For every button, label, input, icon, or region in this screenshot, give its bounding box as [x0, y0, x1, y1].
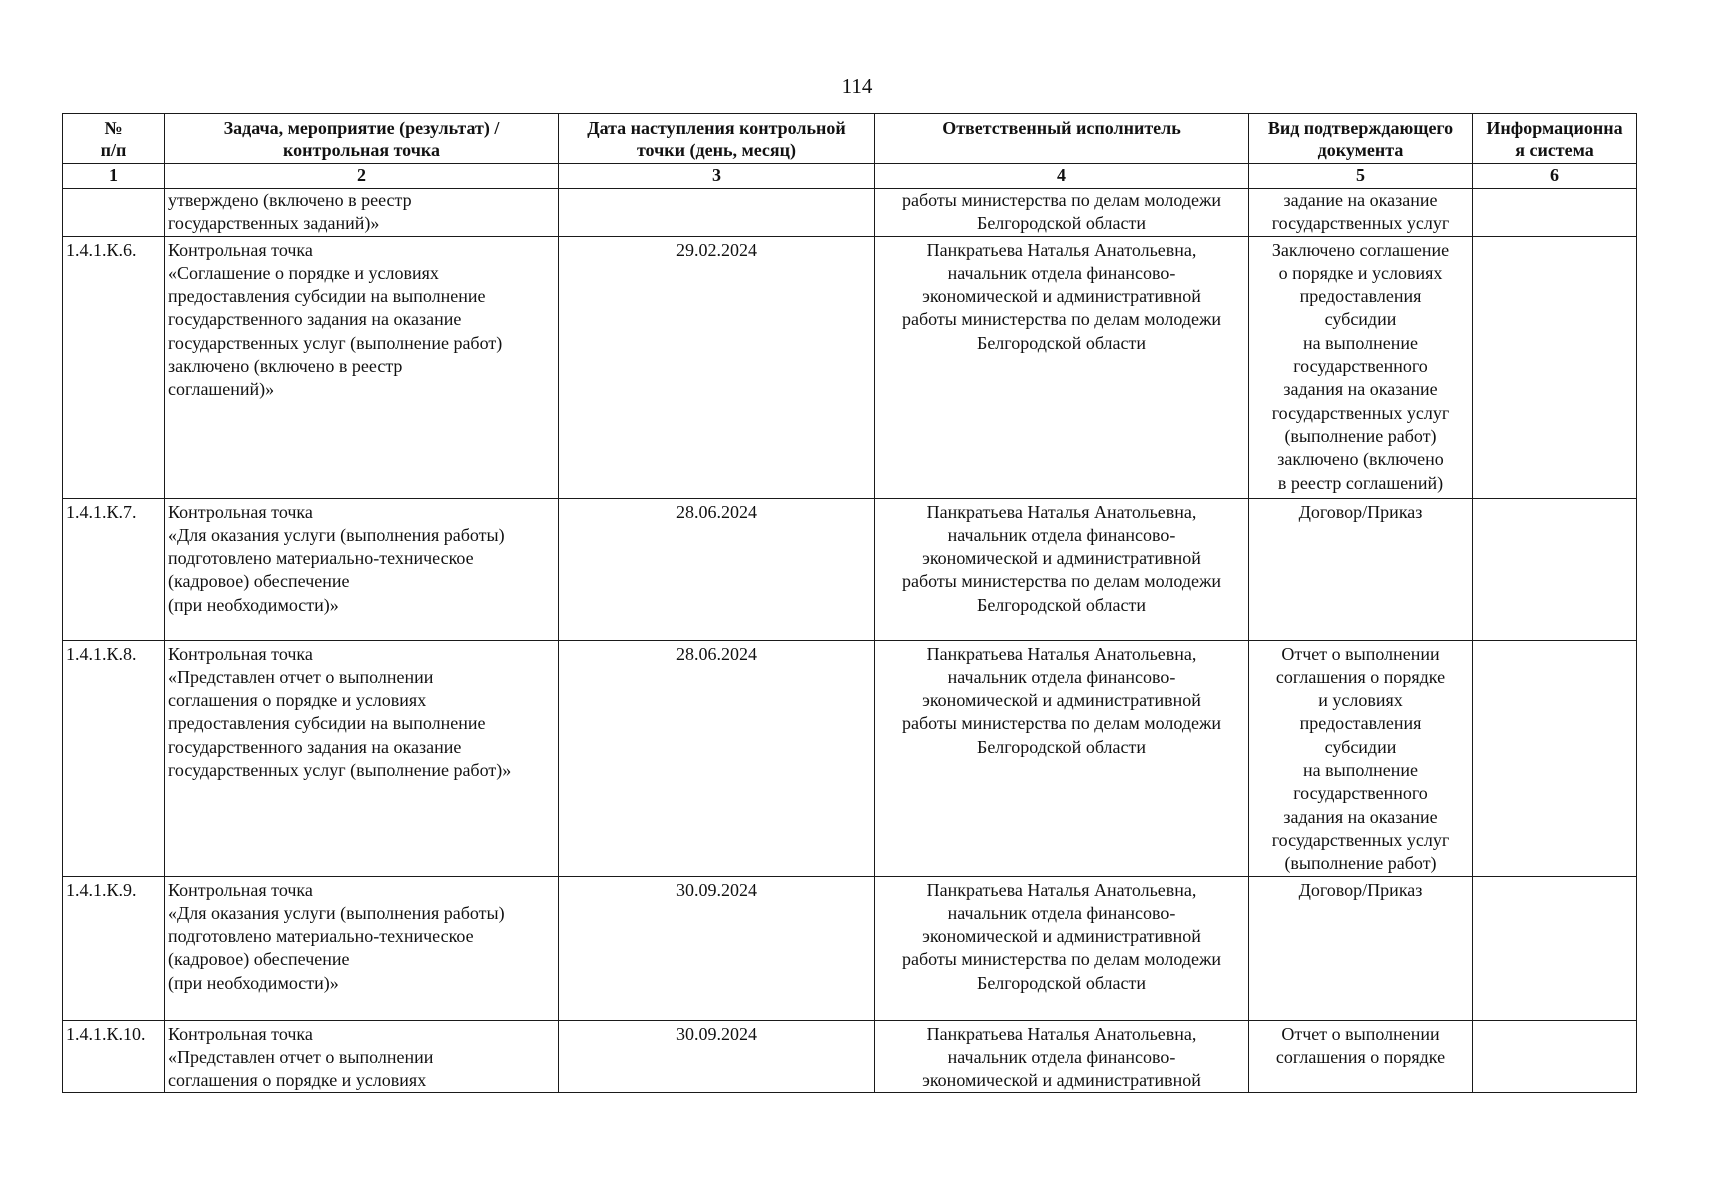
task-cell-line: государственных услуг (выполнение работ)» [168, 760, 512, 781]
column-header-task [165, 114, 559, 164]
responsible-cell [875, 189, 1249, 237]
column-numbers-row [63, 164, 1637, 189]
column-number: 4 [875, 164, 1249, 189]
responsible-cell-line: экономической и административной [922, 926, 1201, 947]
date-cell: 29.02.2024 [559, 236, 875, 498]
date-cell [559, 189, 875, 237]
task-cell-line: государственного задания на оказание [168, 736, 462, 757]
document-cell [1249, 640, 1473, 876]
task-cell-line: «Представлен отчет о выполнении [168, 666, 434, 687]
column-number: 1 [63, 164, 165, 189]
info-system-cell [1473, 498, 1637, 640]
responsible-cell-line: Белгородской области [976, 332, 1146, 353]
column-header-responsible [875, 114, 1249, 164]
task-cell-line: соглашения о порядке и условиях [168, 1070, 427, 1091]
document-cell-line: задания на оказание [1283, 806, 1438, 827]
header-line: Ответственный исполнитель [942, 118, 1181, 138]
document-cell-line: задание на оказание [1283, 190, 1438, 210]
document-cell-line: Заключено соглашение [1271, 239, 1450, 260]
document-cell-line: субсидии [1324, 736, 1397, 757]
task-cell-line: «Представлен отчет о выполнении [168, 1046, 434, 1067]
header-line: документа [1317, 140, 1404, 160]
header-line: точки (день, месяц) [636, 140, 797, 160]
header-line: Информационна [1486, 118, 1623, 138]
responsible-cell-line: начальник отдела финансово- [947, 902, 1176, 923]
responsible-cell [875, 876, 1249, 1020]
responsible-cell-line: экономической и административной [922, 690, 1201, 711]
responsible-cell-line: экономической и административной [922, 1070, 1201, 1091]
task-cell-line: подготовлено материально-техническое [168, 548, 474, 569]
row-number-cell [63, 189, 165, 237]
document-cell-line: и условиях [1318, 690, 1403, 711]
document-cell [1249, 876, 1473, 1020]
table-row [63, 498, 1637, 640]
task-cell [165, 189, 559, 237]
info-system-cell [1473, 1020, 1637, 1093]
task-cell [165, 498, 559, 640]
table-header [63, 114, 1637, 189]
task-cell-line: соглашения о порядке и условиях [168, 690, 427, 711]
responsible-cell-line: Белгородской области [976, 594, 1146, 615]
responsible-cell [875, 1020, 1249, 1093]
document-cell-line: предоставления [1299, 713, 1422, 734]
column-headers-row [63, 114, 1637, 164]
header-line: п/п [100, 140, 127, 160]
task-cell-line: Контрольная точка [168, 643, 313, 664]
info-system-cell [1473, 876, 1637, 1020]
document-cell [1249, 189, 1473, 237]
row-number-cell: 1.4.1.К.9. [63, 876, 165, 1020]
task-cell-line: (при необходимости)» [168, 972, 339, 993]
document-cell-line: Отчет о выполнении [1281, 643, 1440, 664]
header-line: № [104, 118, 123, 138]
task-cell-line: подготовлено материально-техническое [168, 926, 474, 947]
task-cell-line: Контрольная точка [168, 501, 313, 522]
responsible-cell-line: Белгородской области [976, 972, 1146, 993]
responsible-cell-line: начальник отдела финансово- [947, 1046, 1176, 1067]
document-cell-line: о порядке и условиях [1278, 262, 1443, 283]
task-cell-line: предоставления субсидии на выполнение [168, 286, 486, 307]
document-cell-line: заключено (включено [1277, 449, 1444, 470]
task-cell-line: государственных услуг (выполнение работ) [168, 332, 503, 353]
table-row [63, 189, 1637, 237]
document-cell-line: задания на оказание [1283, 379, 1438, 400]
task-cell-line: государственного задания на оказание [168, 309, 462, 330]
responsible-cell [875, 236, 1249, 498]
header-line: Задача, мероприятие (результат) / [223, 118, 500, 138]
responsible-cell-line: Панкратьева Наталья Анатольевна, [926, 643, 1197, 664]
document-cell-line: предоставления [1299, 286, 1422, 307]
responsible-cell-line: Панкратьева Наталья Анатольевна, [926, 879, 1197, 900]
task-cell-line: «Соглашение о порядке и условиях [168, 262, 439, 283]
responsible-cell-line: работы министерства по делам молодежи [901, 571, 1222, 592]
column-header-info-system [1473, 114, 1637, 164]
document-cell-line: Договор/Приказ [1298, 879, 1423, 900]
date-cell: 28.06.2024 [559, 498, 875, 640]
column-number: 6 [1473, 164, 1637, 189]
responsible-cell-line: начальник отдела финансово- [947, 524, 1176, 545]
column-header-num [63, 114, 165, 164]
header-line: я система [1515, 140, 1594, 160]
date-cell: 30.09.2024 [559, 876, 875, 1020]
task-cell-line: предоставления субсидии на выполнение [168, 713, 486, 734]
column-header-document [1249, 114, 1473, 164]
column-number: 3 [559, 164, 875, 189]
responsible-cell-line: Белгородской области [976, 213, 1146, 234]
control-points-table [62, 113, 1637, 1093]
info-system-cell [1473, 236, 1637, 498]
responsible-cell-line: работы министерства по делам молодежи [901, 190, 1222, 210]
row-number-cell: 1.4.1.К.7. [63, 498, 165, 640]
task-cell-line: Контрольная точка [168, 239, 313, 260]
row-number-cell: 1.4.1.К.8. [63, 640, 165, 876]
responsible-cell-line: работы министерства по делам молодежи [901, 949, 1222, 970]
table-body [63, 189, 1637, 1093]
responsible-cell-line: начальник отдела финансово- [947, 666, 1176, 687]
document-cell-line: на выполнение [1303, 760, 1418, 781]
document-cell-line: соглашения о порядке [1275, 1046, 1446, 1067]
document-cell-line: государственных услуг [1271, 829, 1450, 850]
responsible-cell [875, 498, 1249, 640]
document-cell-line: в реестр соглашений) [1277, 472, 1444, 493]
responsible-cell-line: начальник отдела финансово- [947, 262, 1176, 283]
date-cell: 30.09.2024 [559, 1020, 875, 1093]
task-cell [165, 236, 559, 498]
info-system-cell [1473, 189, 1637, 237]
date-cell: 28.06.2024 [559, 640, 875, 876]
responsible-cell [875, 640, 1249, 876]
header-line: контрольная точка [283, 140, 440, 160]
table-row [63, 1020, 1637, 1093]
document-cell-line: на выполнение [1303, 332, 1418, 353]
task-cell-line: Контрольная точка [168, 1023, 313, 1044]
document-cell [1249, 236, 1473, 498]
task-cell-line: «Для оказания услуги (выполнения работы) [168, 524, 505, 545]
task-cell-line: заключено (включено в реестр [168, 356, 403, 377]
task-cell-line: утверждено (включено в реестр [168, 190, 412, 210]
task-cell [165, 876, 559, 1020]
task-cell-line: Контрольная точка [168, 879, 313, 900]
column-header-date [559, 114, 875, 164]
task-cell-line: государственных заданий)» [168, 213, 380, 234]
document-cell-line: Отчет о выполнении [1281, 1023, 1440, 1044]
task-cell [165, 1020, 559, 1093]
responsible-cell-line: экономической и административной [922, 548, 1201, 569]
column-number: 5 [1249, 164, 1473, 189]
responsible-cell-line: Белгородской области [976, 736, 1146, 757]
responsible-cell-line: Панкратьева Наталья Анатольевна, [926, 239, 1197, 260]
task-cell-line: (кадровое) обеспечение [168, 571, 350, 592]
document-cell-line: государственного [1293, 356, 1428, 377]
document-cell-line: субсидии [1324, 309, 1397, 330]
document-cell-line: (выполнение работ) [1284, 853, 1437, 874]
row-number-cell: 1.4.1.К.6. [63, 236, 165, 498]
responsible-cell-line: Панкратьева Наталья Анатольевна, [926, 1023, 1197, 1044]
row-number-cell: 1.4.1.К.10. [63, 1020, 165, 1093]
info-system-cell [1473, 640, 1637, 876]
responsible-cell-line: экономической и административной [922, 286, 1201, 307]
page-number: 114 [841, 74, 873, 98]
table-row [63, 876, 1637, 1020]
task-cell-line: «Для оказания услуги (выполнения работы) [168, 902, 505, 923]
document-cell-line: государственных услуг [1271, 213, 1450, 234]
header-line: Дата наступления контрольной [587, 118, 846, 138]
document-cell [1249, 498, 1473, 640]
document-cell-line: соглашения о порядке [1275, 666, 1446, 687]
task-cell-line: (при необходимости)» [168, 594, 339, 615]
responsible-cell-line: работы министерства по делам молодежи [901, 713, 1222, 734]
responsible-cell-line: работы министерства по делам молодежи [901, 309, 1222, 330]
column-number: 2 [165, 164, 559, 189]
header-line: Вид подтверждающего [1267, 118, 1454, 138]
document-cell-line: государственного [1293, 783, 1428, 804]
document-cell-line: Договор/Приказ [1298, 501, 1423, 522]
responsible-cell-line: Панкратьева Наталья Анатольевна, [926, 501, 1197, 522]
task-cell-line: соглашений)» [168, 379, 275, 400]
document-cell-line: государственных услуг [1271, 402, 1450, 423]
task-cell [165, 640, 559, 876]
table-row [63, 640, 1637, 876]
task-cell-line: (кадровое) обеспечение [168, 949, 350, 970]
document-cell [1249, 1020, 1473, 1093]
document-cell-line: (выполнение работ) [1284, 425, 1437, 446]
table-row [63, 236, 1637, 498]
